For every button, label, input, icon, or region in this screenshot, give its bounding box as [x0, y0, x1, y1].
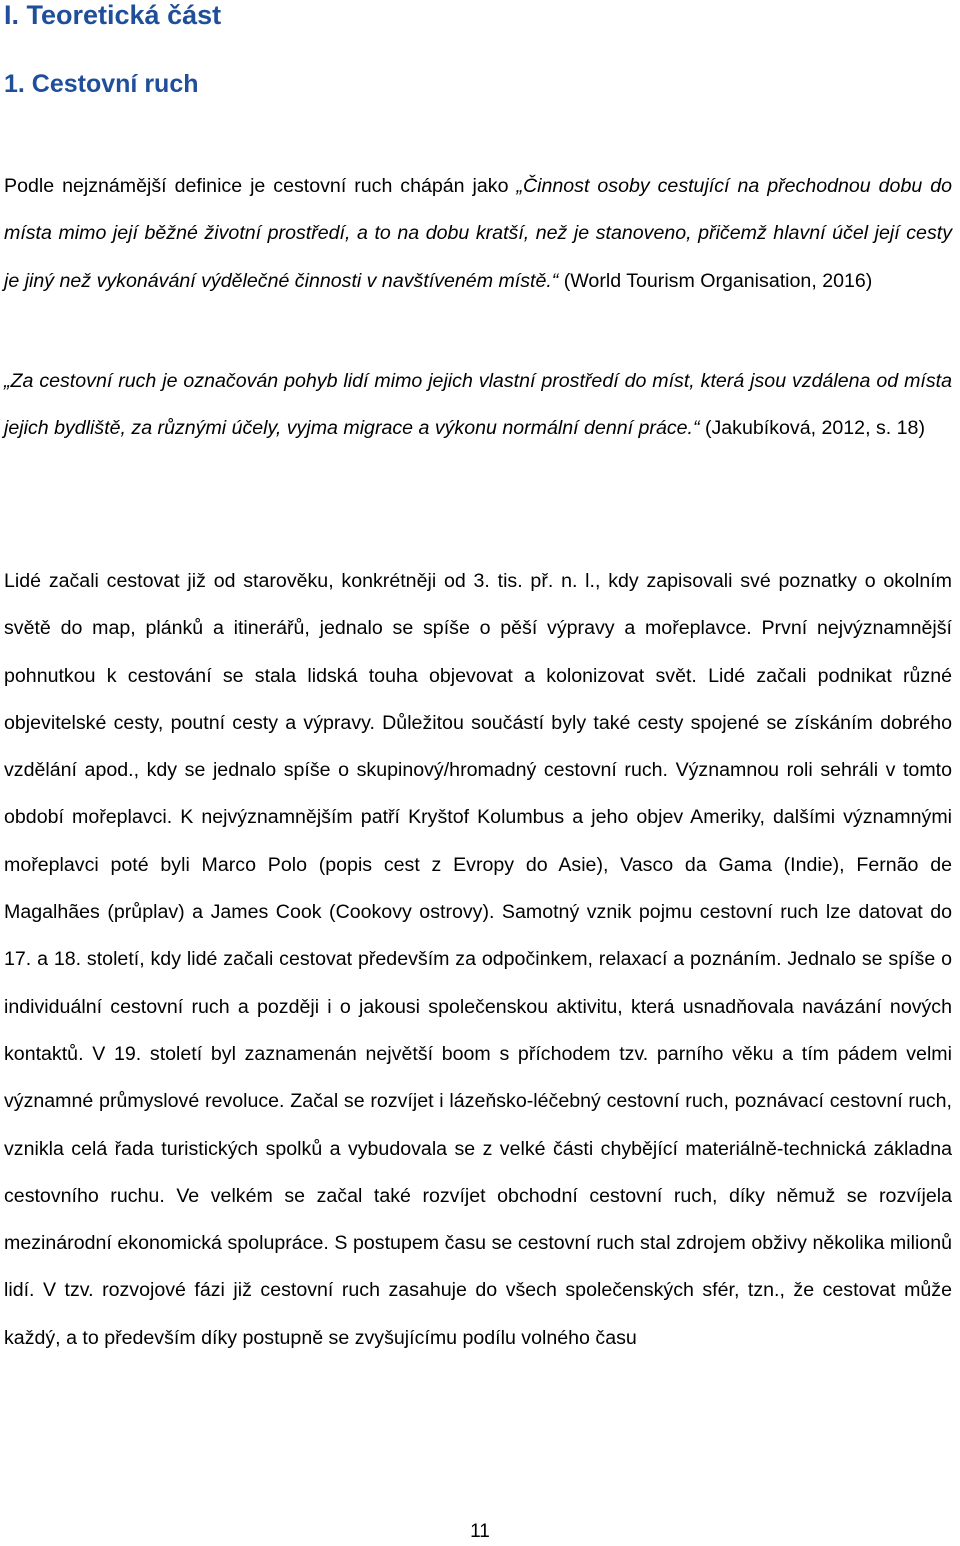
chapter-heading: 1. Cestovní ruch — [4, 70, 199, 98]
definition-2-quote: „Za cestovní ruch je označován pohyb lidí mimo jejich vlastní prostředí do míst, která jsou vzdálena od místa jejich bydliště, za různými účely, vyjma migrace a výkonu normální denní práce.“ — [4, 370, 952, 440]
history-paragraph: Lidé začali cestovat již od starověku, konkrétněji od 3. tis. př. n. l., kdy zapisovali své poznatky o okolním světě do map, plánků a itinerářů, jednalo se spíše o pěší výpravy a mořeplavce. První nejvýznamnější pohnutkou k cestování se stala lidská touha objevovat a kolonizovat svět. Lidé začali podnikat různé objevitelské cesty, poutní cesty a výpravy. Důležitou součástí byly také cesty spojené se získáním dobrého vzdělání apod., kdy se jednalo spíše o skupinový/hromadný cestovní ruch. Významnou roli sehráli v tomto období mořeplavci. K nejvýznamnějším patří Kryštof Kolumbus a jeho objev Ameriky, dalšími významnými mořeplavci poté byli Marco Polo (popis cest z Evropy do Asie), Vasco da Gama (Indie), Fernão de Magalhães (průplav) a James Cook (Cookovy ostrovy). Samotný vznik pojmu cestovní ruch lze datovat do 17. a 18. století, kdy lidé začali cestovat především za odpočinkem, relaxací a poznáním. Jednalo se spíše o individuální cestovní ruch a později i o jakousi společenskou aktivitu, která usnadňovala navázání nových kontaktů. V 19. století byl zaznamenán největší boom s příchodem tzv. parního věku a tím pádem velmi významné průmyslové revoluce. Začal se rozvíjet i lázeňsko-léčebný cestovní ruch, poznávací cestovní ruch, vznikla celá řada turistických spolků a vybudovala se z velké části chybějící materiálně-technická základna cestovního ruchu. Ve velkém se začal také rozvíjet obchodní cestovní ruch, díky němuž se rozvíjela mezinárodní ekonomická spolupráce. S postupem času se cestovní ruch stal zdrojem obživy několika milionů lidí. V tzv. rozvojové fázi již cestovní ruch zasahuje do všech společenských sfér, tzn., že cestovat může každý, a to především díky postupně se zvyšujícímu podílu volného času — [4, 570, 952, 1349]
definition-1-quote: „Činnost osoby cestující na přechodnou dobu do místa mimo její běžné životní prostředí, a to na dobu kratší, než je stanoveno, přičemž hlavní účel její cesty je jiný než vykonávání výdělečné činnosti v navštíveném místě.“ — [4, 175, 953, 292]
definition-paragraph-1 — [4, 163, 952, 305]
definition-paragraph-2 — [4, 358, 952, 453]
part-heading: I. Teoretická část — [4, 0, 222, 30]
definition-1-citation: (World Tourism Organisation, 2016) — [558, 269, 873, 292]
definition-2-citation: (Jakubíková, 2012, s. 18) — [699, 417, 925, 440]
definition-1-intro: Podle nejznámější definice je cestovní ruch chápán jako — [4, 175, 517, 197]
page-number: 11 — [470, 1521, 490, 1542]
